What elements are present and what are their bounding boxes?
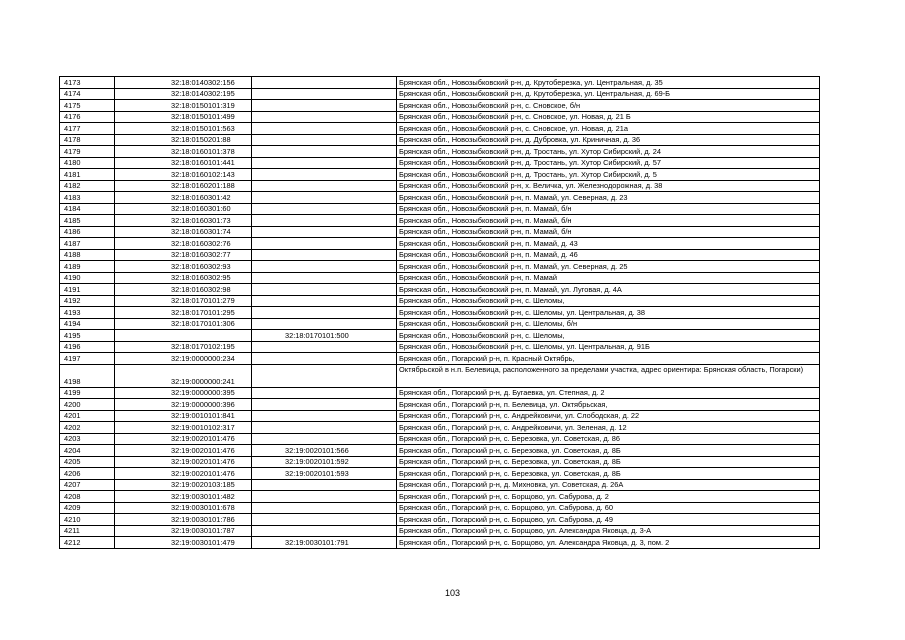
parent-cadastral-cell <box>252 180 397 192</box>
row-number-cell: 4210 <box>60 514 115 526</box>
row-number-cell: 4212 <box>60 537 115 549</box>
row-number-cell: 4191 <box>60 284 115 296</box>
address-cell: Брянская обл., Погарский р-н, с. Андрейковичи, ул. Зеленая, д. 12 <box>397 422 820 434</box>
table-row <box>60 387 820 399</box>
parent-cadastral-cell <box>252 284 397 296</box>
table-row <box>60 123 820 135</box>
cadastral-number-cell: 32:18:0160301:74 <box>115 226 252 238</box>
row-number-cell: 4205 <box>60 456 115 468</box>
table-row <box>60 295 820 307</box>
cadastral-number-cell: 32:18:0160302:76 <box>115 238 252 250</box>
table-row <box>60 157 820 169</box>
cadastral-number-cell: 32:19:0030101:479 <box>115 537 252 549</box>
row-number-cell: 4206 <box>60 468 115 480</box>
row-number-cell: 4189 <box>60 261 115 273</box>
cadastral-number-cell: 32:19:0000000:396 <box>115 399 252 411</box>
cadastral-number-cell: 32:18:0150201:88 <box>115 134 252 146</box>
table-row <box>60 261 820 273</box>
cadastral-number-cell <box>115 330 252 342</box>
address-cell: Брянская обл., Новозыбковский р-н, с. Шеломы, ул. Центральная, д. 38 <box>397 307 820 319</box>
row-number-cell: 4190 <box>60 272 115 284</box>
parent-cadastral-cell: 32:18:0170101:500 <box>252 330 397 342</box>
address-cell: Брянская обл., Погарский р-н, с. Андрейковичи, ул. Слободская, д. 22 <box>397 410 820 422</box>
parent-cadastral-cell <box>252 88 397 100</box>
cadastral-number-cell: 32:18:0160101:441 <box>115 157 252 169</box>
table-row <box>60 410 820 422</box>
address-cell: Брянская обл., Новозыбковский р-н, д. Тростань, ул. Хутор Сибирский, д. 57 <box>397 157 820 169</box>
cadastral-number-cell: 32:18:0160201:188 <box>115 180 252 192</box>
cadastral-number-cell: 32:18:0160301:73 <box>115 215 252 227</box>
parent-cadastral-cell <box>252 249 397 261</box>
address-cell: Брянская обл., Погарский р-н, с. Борщово, ул. Сабурова, д. 60 <box>397 502 820 514</box>
cadastral-number-cell: 32:18:0160302:98 <box>115 284 252 296</box>
cadastral-number-cell: 32:18:0170101:295 <box>115 307 252 319</box>
table-row <box>60 111 820 123</box>
table-row <box>60 491 820 503</box>
parent-cadastral-cell <box>252 192 397 204</box>
parent-cadastral-cell <box>252 157 397 169</box>
address-cell: Брянская обл., Новозыбковский р-н, х. Величка, ул. Железнодорожная, д. 38 <box>397 180 820 192</box>
cadastral-number-cell: 32:19:0020101:476 <box>115 445 252 457</box>
row-number-cell: 4179 <box>60 146 115 158</box>
address-cell: Брянская обл., Погарский р-н, с. Борщово, ул. Александра Яковца, д. 3, пом. 2 <box>397 537 820 549</box>
table-row <box>60 203 820 215</box>
cadastral-number-cell: 32:18:0170102:195 <box>115 341 252 353</box>
cadastral-number-cell: 32:19:0020103:185 <box>115 479 252 491</box>
address-cell: Брянская обл., Новозыбковский р-н, с. Шеломы, <box>397 330 820 342</box>
parent-cadastral-cell <box>252 387 397 399</box>
address-cell: Брянская обл., Новозыбковский р-н, с. Шеломы, <box>397 295 820 307</box>
cadastral-number-cell: 32:18:0150101:319 <box>115 100 252 112</box>
parent-cadastral-cell <box>252 353 397 365</box>
parent-cadastral-cell <box>252 226 397 238</box>
parent-cadastral-cell: 32:19:0030101:791 <box>252 537 397 549</box>
table-row <box>60 169 820 181</box>
cadastral-number-cell: 32:19:0020101:476 <box>115 456 252 468</box>
table-row <box>60 445 820 457</box>
row-number-cell: 4207 <box>60 479 115 491</box>
row-number-cell: 4192 <box>60 295 115 307</box>
cadastral-number-cell: 32:19:0020101:476 <box>115 468 252 480</box>
cadastral-number-cell: 32:18:0140302:156 <box>115 77 252 89</box>
parent-cadastral-cell <box>252 422 397 434</box>
table-row <box>60 364 820 387</box>
parent-cadastral-cell <box>252 169 397 181</box>
address-cell: Брянская обл., Погарский р-н, с. Борщово, ул. Сабурова, д. 2 <box>397 491 820 503</box>
table-row <box>60 318 820 330</box>
parent-cadastral-cell <box>252 525 397 537</box>
row-number-cell: 4197 <box>60 353 115 365</box>
cadastral-number-cell: 32:18:0150101:499 <box>115 111 252 123</box>
parent-cadastral-cell <box>252 502 397 514</box>
cadastral-number-cell: 32:19:0030101:786 <box>115 514 252 526</box>
parent-cadastral-cell <box>252 100 397 112</box>
parent-cadastral-cell <box>252 364 397 387</box>
address-cell: Брянская обл., Новозыбковский р-н, п. Мамай, д. 43 <box>397 238 820 250</box>
parent-cadastral-cell <box>252 410 397 422</box>
address-cell: Брянская обл., Новозыбковский р-н, п. Мамай, ул. Луговая, д. 4А <box>397 284 820 296</box>
table-row <box>60 353 820 365</box>
cadastral-number-cell: 32:18:0160301:60 <box>115 203 252 215</box>
table-row <box>60 330 820 342</box>
row-number-cell: 4199 <box>60 387 115 399</box>
row-number-cell: 4187 <box>60 238 115 250</box>
table-row <box>60 399 820 411</box>
address-cell: Брянская обл., Погарский р-н, с. Березовка, ул. Советская, д. 8Б <box>397 468 820 480</box>
table-row <box>60 341 820 353</box>
parent-cadastral-cell <box>252 491 397 503</box>
cadastral-number-cell: 32:18:0170101:279 <box>115 295 252 307</box>
cadastral-number-cell: 32:18:0170101:306 <box>115 318 252 330</box>
table-row <box>60 272 820 284</box>
parent-cadastral-cell: 32:19:0020101:566 <box>252 445 397 457</box>
row-number-cell: 4209 <box>60 502 115 514</box>
cadastral-number-cell: 32:19:0030101:678 <box>115 502 252 514</box>
table-row <box>60 134 820 146</box>
parent-cadastral-cell <box>252 238 397 250</box>
parent-cadastral-cell <box>252 272 397 284</box>
parent-cadastral-cell <box>252 203 397 215</box>
address-cell: Брянская обл., Новозыбковский р-н, п. Мамай, ул. Северная, д. 25 <box>397 261 820 273</box>
address-cell: Брянская обл., Погарский р-н, п. Белевица, ул. Октябрьская, <box>397 399 820 411</box>
address-cell: Брянская обл., Погарский р-н, с. Березовка, ул. Советская, д. 8Б <box>397 456 820 468</box>
table-row <box>60 192 820 204</box>
row-number-cell: 4211 <box>60 525 115 537</box>
address-cell: Брянская обл., Новозыбковский р-н, с. Сновское, б/н <box>397 100 820 112</box>
parent-cadastral-cell <box>252 399 397 411</box>
address-cell: Брянская обл., Новозыбковский р-н, с. Сновское, ул. Новая, д. 21 Б <box>397 111 820 123</box>
row-number-cell: 4183 <box>60 192 115 204</box>
address-cell: Брянская обл., Новозыбковский р-н, д. Крутоберезка, ул. Центральная, д. 35 <box>397 77 820 89</box>
row-number-cell: 4196 <box>60 341 115 353</box>
row-number-cell: 4174 <box>60 88 115 100</box>
cadastral-register-table <box>59 76 820 549</box>
parent-cadastral-cell <box>252 123 397 135</box>
parent-cadastral-cell <box>252 146 397 158</box>
row-number-cell: 4176 <box>60 111 115 123</box>
table-row <box>60 422 820 434</box>
table-row <box>60 468 820 480</box>
parent-cadastral-cell <box>252 307 397 319</box>
table-row <box>60 146 820 158</box>
address-cell: Брянская обл., Новозыбковский р-н, с. Шеломы, б/н <box>397 318 820 330</box>
parent-cadastral-cell <box>252 77 397 89</box>
row-number-cell: 4186 <box>60 226 115 238</box>
parent-cadastral-cell <box>252 261 397 273</box>
address-cell: Брянская обл., Новозыбковский р-н, п. Мамай, ул. Северная, д. 23 <box>397 192 820 204</box>
cadastral-number-cell: 32:19:0000000:241 <box>115 364 252 387</box>
table-row <box>60 537 820 549</box>
table-row <box>60 479 820 491</box>
address-cell: Брянская обл., Новозыбковский р-н, д. Дубровка, ул. Криничная, д. 36 <box>397 134 820 146</box>
table-row <box>60 238 820 250</box>
table-row <box>60 180 820 192</box>
parent-cadastral-cell <box>252 479 397 491</box>
parent-cadastral-cell <box>252 318 397 330</box>
cadastral-number-cell: 32:18:0160301:42 <box>115 192 252 204</box>
address-cell: Брянская обл., Новозыбковский р-н, п. Мамай, б/н <box>397 226 820 238</box>
parent-cadastral-cell <box>252 295 397 307</box>
row-number-cell: 4195 <box>60 330 115 342</box>
row-number-cell: 4200 <box>60 399 115 411</box>
cadastral-number-cell: 32:18:0140302:195 <box>115 88 252 100</box>
row-number-cell: 4208 <box>60 491 115 503</box>
cadastral-number-cell: 32:18:0160101:378 <box>115 146 252 158</box>
cadastral-number-cell: 32:19:0010102:317 <box>115 422 252 434</box>
row-number-cell: 4193 <box>60 307 115 319</box>
table-row <box>60 77 820 89</box>
row-number-cell: 4184 <box>60 203 115 215</box>
table-body <box>60 77 820 549</box>
cadastral-number-cell: 32:18:0150101:563 <box>115 123 252 135</box>
cadastral-number-cell: 32:19:0000000:234 <box>115 353 252 365</box>
cadastral-number-cell: 32:18:0160302:77 <box>115 249 252 261</box>
row-number-cell: 4198 <box>60 364 115 387</box>
address-cell: Брянская обл., Новозыбковский р-н, д. Тростань, ул. Хутор Сибирский, д. 5 <box>397 169 820 181</box>
cadastral-number-cell: 32:19:0000000:395 <box>115 387 252 399</box>
row-number-cell: 4188 <box>60 249 115 261</box>
address-cell: Брянская обл., Погарский р-н, д. Бугаевка, ул. Степная, д. 2 <box>397 387 820 399</box>
page-number: 103 <box>444 588 461 598</box>
table-row <box>60 307 820 319</box>
row-number-cell: 4180 <box>60 157 115 169</box>
parent-cadastral-cell <box>252 341 397 353</box>
table-row <box>60 525 820 537</box>
row-number-cell: 4177 <box>60 123 115 135</box>
row-number-cell: 4181 <box>60 169 115 181</box>
table-row <box>60 249 820 261</box>
row-number-cell: 4175 <box>60 100 115 112</box>
parent-cadastral-cell <box>252 514 397 526</box>
table-row <box>60 502 820 514</box>
parent-cadastral-cell: 32:19:0020101:592 <box>252 456 397 468</box>
address-cell: Брянская обл., Погарский р-н, с. Борщово, ул. Александра Яковца, д. 3-А <box>397 525 820 537</box>
cadastral-number-cell: 32:18:0160102:143 <box>115 169 252 181</box>
cadastral-number-cell: 32:19:0020101:476 <box>115 433 252 445</box>
address-cell: Брянская обл., Новозыбковский р-н, п. Мамай, б/н <box>397 215 820 227</box>
parent-cadastral-cell <box>252 215 397 227</box>
row-number-cell: 4201 <box>60 410 115 422</box>
parent-cadastral-cell: 32:19:0020101:593 <box>252 468 397 480</box>
table-row <box>60 215 820 227</box>
table-row <box>60 433 820 445</box>
cadastral-number-cell: 32:19:0010101:841 <box>115 410 252 422</box>
row-number-cell: 4178 <box>60 134 115 146</box>
address-cell: Брянская обл., Погарский р-н, с. Березовка, ул. Советская, д. 8Б <box>397 445 820 457</box>
address-cell: Брянская обл., Новозыбковский р-н, п. Мамай, б/н <box>397 203 820 215</box>
address-cell: Брянская обл., Погарский р-н, с. Борщово, ул. Сабурова, д. 49 <box>397 514 820 526</box>
row-number-cell: 4204 <box>60 445 115 457</box>
parent-cadastral-cell <box>252 134 397 146</box>
row-number-cell: 4173 <box>60 77 115 89</box>
cadastral-number-cell: 32:18:0160302:95 <box>115 272 252 284</box>
address-cell: Брянская обл., Новозыбковский р-н, с. Шеломы, ул. Центральная, д. 91Б <box>397 341 820 353</box>
address-cell: Брянская обл., Новозыбковский р-н, с. Сновское, ул. Новая, д. 21а <box>397 123 820 135</box>
address-cell: Брянская обл., Новозыбковский р-н, д. Тростань, ул. Хутор Сибирский, д. 24 <box>397 146 820 158</box>
address-cell: Брянская обл., Погарский р-н, с. Березовка, ул. Советская, д. 86 <box>397 433 820 445</box>
row-number-cell: 4202 <box>60 422 115 434</box>
table-row <box>60 226 820 238</box>
table-row <box>60 88 820 100</box>
parent-cadastral-cell <box>252 433 397 445</box>
table-row <box>60 284 820 296</box>
row-number-cell: 4185 <box>60 215 115 227</box>
table-row <box>60 100 820 112</box>
address-cell: Октябрьской в н.п. Белевица, расположенного за пределами участка, адрес ориентира: Брянская область, Погарски) <box>397 364 820 387</box>
cadastral-number-cell: 32:19:0030101:787 <box>115 525 252 537</box>
address-cell: Брянская обл., Погарский р-н, д. Михновка, ул. Советская, д. 26А <box>397 479 820 491</box>
cadastral-number-cell: 32:19:0030101:482 <box>115 491 252 503</box>
cadastral-number-cell: 32:18:0160302:93 <box>115 261 252 273</box>
row-number-cell: 4194 <box>60 318 115 330</box>
row-number-cell: 4203 <box>60 433 115 445</box>
address-cell: Брянская обл., Погарский р-н, п. Красный Октябрь, <box>397 353 820 365</box>
address-cell: Брянская обл., Новозыбковский р-н, п. Мамай <box>397 272 820 284</box>
address-cell: Брянская обл., Новозыбковский р-н, д. Крутоберезка, ул. Центральная, д. 69-Б <box>397 88 820 100</box>
table-row <box>60 514 820 526</box>
parent-cadastral-cell <box>252 111 397 123</box>
address-cell: Брянская обл., Новозыбковский р-н, п. Мамай, д. 46 <box>397 249 820 261</box>
row-number-cell: 4182 <box>60 180 115 192</box>
table-row <box>60 456 820 468</box>
